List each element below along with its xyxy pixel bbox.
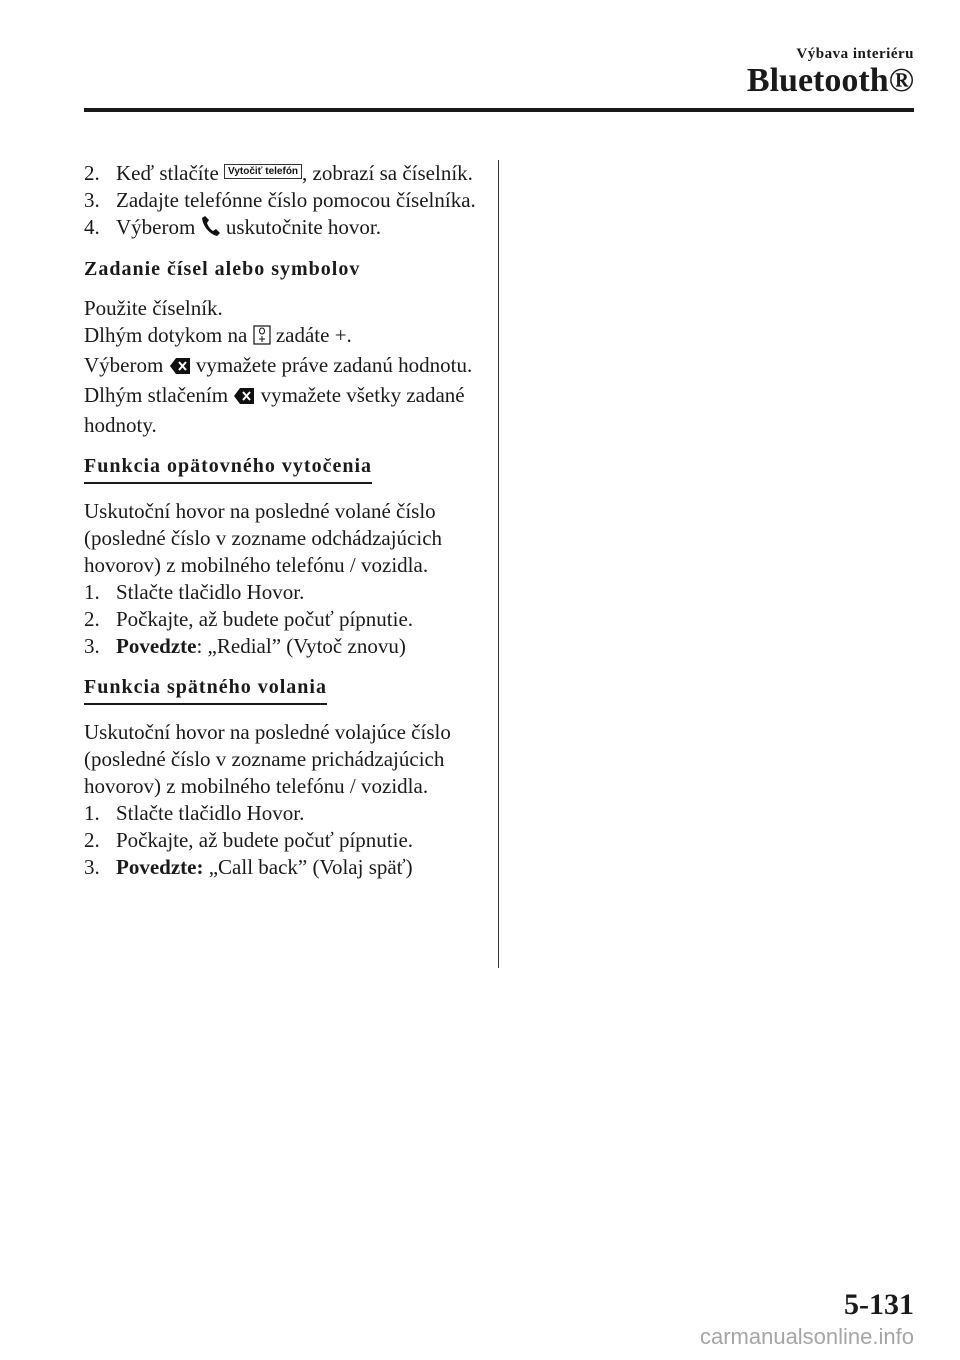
column-divider [498, 160, 499, 968]
list-item [84, 633, 476, 660]
paragraph [84, 322, 476, 352]
step-number: 2. [84, 828, 100, 852]
header-rule [84, 108, 914, 112]
list-item [84, 606, 476, 633]
step-text: uskutočnite hovor. [225, 215, 381, 239]
paragraph [84, 382, 476, 439]
step-text: , zobrazí sa číselník. [302, 161, 473, 185]
page-number: 5-131 [844, 1288, 914, 1321]
list-item [84, 187, 476, 214]
section-heading: Zadanie čísel alebo symbolov [84, 258, 361, 280]
step-text: Stlačte tlačidlo Hovor. [116, 580, 305, 604]
step-number: 3. [84, 634, 100, 658]
step-text: Stlačte tlačidlo Hovor. [116, 801, 305, 825]
step-text: „Call back” (Volaj späť) [203, 855, 413, 879]
step-text: Keď stlačíte [116, 161, 219, 185]
chapter-title: Bluetooth® [746, 62, 914, 99]
text: Dlhým dotykom na [84, 323, 248, 347]
backspace-icon [169, 355, 191, 382]
dial-phone-key: Vytočiť telefón [224, 164, 302, 179]
list-item [84, 579, 476, 606]
step-text: Počkajte, až budete počuť pípnutie. [116, 828, 414, 852]
step-label: Povedzte [116, 634, 197, 658]
list-item [84, 827, 476, 854]
paragraph: Uskutoční hovor na posledné volajúce číslo (posledné číslo v zozname prichádzajúcich hovorov) z mobilného telefónu / vozidla. [84, 720, 451, 798]
list-item [84, 800, 476, 827]
zero-plus-key-icon [253, 325, 271, 352]
step-text: : „Redial” (Vytoč znovu) [196, 634, 406, 658]
text: vymažete práve zadanú hodnotu. [195, 353, 473, 377]
paragraph: Uskutoční hovor na posledné volané číslo (posledné číslo v zozname odchádzajúcich hovorov) z mobilného telefónu / vozidla. [84, 499, 443, 577]
section-label: Výbava interiéru [796, 46, 914, 62]
section-heading: Funkcia opätovného vytočenia [84, 453, 372, 484]
list-item [84, 854, 476, 881]
section-heading: Funkcia spätného volania [84, 674, 327, 705]
step-number: 1. [84, 580, 100, 604]
main-column [84, 160, 476, 881]
step-number: 4. [84, 215, 100, 239]
list-item [84, 160, 476, 187]
step-text: Počkajte, až budete počuť pípnutie. [116, 607, 414, 631]
step-number: 3. [84, 855, 100, 879]
phone-icon [201, 215, 221, 244]
paragraph: Použite číselník. [84, 296, 223, 320]
step-number: 3. [84, 188, 100, 212]
step-text: Zadajte telefónne číslo pomocou číselníka. [116, 188, 476, 212]
backspace-icon [233, 385, 255, 412]
step-number: 2. [84, 161, 100, 185]
step-number: 1. [84, 801, 100, 825]
text: Výberom [84, 353, 164, 377]
text: Dlhým stlačením [84, 383, 229, 407]
paragraph [84, 352, 476, 382]
step-number: 2. [84, 607, 100, 631]
step-label: Povedzte: [116, 855, 204, 879]
text: vymažete všetky zadané hodnoty. [84, 383, 465, 437]
watermark: carmanualsonline.info [699, 1324, 914, 1349]
text: zadáte +. [275, 323, 352, 347]
list-item [84, 214, 476, 244]
step-text: Výberom [116, 215, 196, 239]
